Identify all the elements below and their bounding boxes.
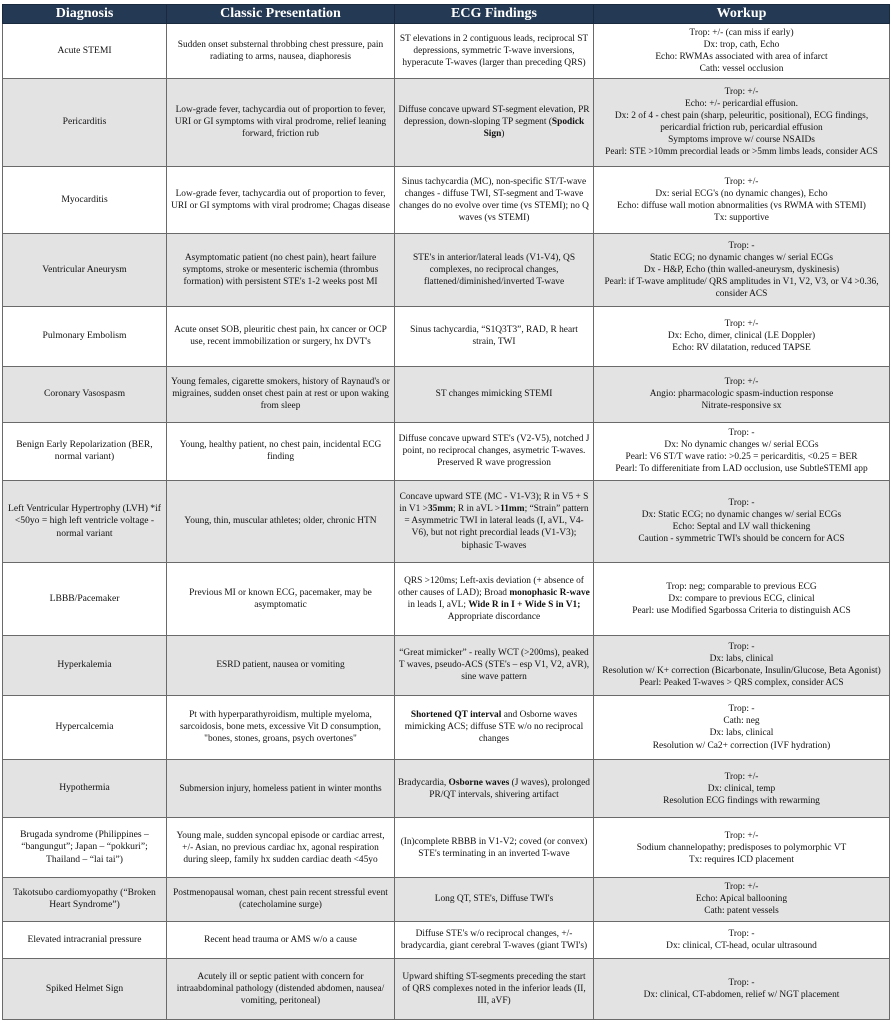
table-row — [3, 480, 890, 563]
workup-line: Trop: - — [728, 642, 755, 653]
diagnosis-cell: Brugada syndrome (Philippines – “bangungut”; Japan – “pokkuri”; Thailand – “lai tai”) — [3, 818, 167, 878]
workup-line: Resolution ECG findings with rewarming — [663, 795, 820, 806]
classic-presentation-cell: Acute onset SOB, pleuritic chest pain, hx cancer or OCP use, recent immobilization or surgery, hx DVT's — [167, 306, 395, 366]
workup-line: Nitrate-responsive sx — [701, 401, 782, 412]
workup-line: Dx - H&P, Echo (thin walled-aneurysm, dyskinesis) — [643, 264, 840, 275]
ecg-findings-cell: Shortened QT interval and Osborne waves mimicking ACS; diffuse STE w/o no reciprocal changes — [395, 695, 594, 759]
ecg-findings-cell: QRS >120ms; Left-axis deviation (+ absence of other causes of LAD); Broad monophasic R-wave in leads I, aVL; Wide R in I + Wide S in V1; Appropriate discordance — [395, 563, 594, 635]
workup-cell — [594, 878, 890, 921]
header-ecg-findings: ECG Findings — [395, 5, 594, 24]
workup-line: Trop: +/- — [724, 176, 759, 187]
table-row — [3, 818, 890, 878]
workup-line: Tx: requires ICD placement — [689, 854, 794, 865]
header-row — [3, 5, 890, 24]
workup-cell — [594, 234, 890, 306]
table-row — [3, 234, 890, 306]
diagnosis-cell: Spiked Helmet Sign — [3, 958, 167, 1019]
diagnosis-cell: Coronary Vasospasm — [3, 366, 167, 422]
header-diagnosis: Diagnosis — [3, 5, 167, 24]
workup-line: Trop: +/- — [724, 87, 759, 98]
workup-line: Static ECG; no dynamic changes w/ serial ECGs — [649, 252, 834, 263]
workup-line: Echo: +/- pericardial effusion. — [685, 99, 798, 110]
workup-line: Pearl: Peaked T-waves > QRS complex, consider ACS — [639, 678, 844, 689]
workup-line: Dx: clinical, temp — [707, 783, 776, 794]
classic-presentation-cell: Low-grade fever, tachycardia out of proportion to fever, URI or GI symptoms with viral prodrome; Chagas disease — [167, 166, 395, 233]
table-row — [3, 366, 890, 422]
diagnosis-cell: Pulmonary Embolism — [3, 306, 167, 366]
workup-line: Echo: diffuse wall motion abnormalities (vs RWMA with STEMI) — [617, 201, 866, 211]
ecg-findings-cell: “Great mimicker” - really WCT (>200ms), peaked T waves, pseudo-ACS (STE's – esp V1, V2, aVR), sine wave pattern — [395, 635, 594, 695]
workup-line: Cath: neg — [723, 716, 760, 727]
table-row — [3, 878, 890, 921]
ecg-findings-cell: ST changes mimicking STEMI — [395, 366, 594, 422]
workup-line: Echo: RV dilatation, reduced TAPSE — [672, 343, 811, 354]
diagnosis-cell: Benign Early Repolarization (BER, normal variant) — [3, 422, 167, 480]
workup-line: Trop: - — [728, 928, 755, 939]
workup-cell — [594, 422, 890, 480]
workup-line: Resolution w/ K+ correction (Bicarbonate, Insulin/Glucose, Beta Agonist) — [602, 666, 881, 677]
header-workup: Workup — [594, 5, 890, 24]
workup-cell — [594, 24, 890, 79]
workup-cell — [594, 958, 890, 1019]
ecg-findings-cell: Sinus tachycardia (MC), non-specific ST/T-wave changes - diffuse TWI, ST-segment and T-wave changes do no evolve over time (vs STEMI); no Q waves (vs STEMI) — [395, 166, 594, 233]
diagnosis-cell: Elevated intracranial pressure — [3, 921, 167, 958]
workup-line: Trop: +/- — [724, 319, 759, 330]
classic-presentation-cell: Submersion injury, homeless patient in winter months — [167, 760, 395, 818]
classic-presentation-cell: Pt with hyperparathyroidism, multiple myeloma, sarcoidosis, bone mets, excessive Vit D consumption, "bones, stones, groans, psych overtones" — [167, 695, 395, 759]
table-row — [3, 760, 890, 818]
workup-line: Dx: labs, clinical — [709, 728, 774, 739]
classic-presentation-cell: Sudden onset substernal throbbing chest pressure, pain radiating to arms, nausea, diaphoresis — [167, 24, 395, 79]
ecg-findings-cell: Bradycardia, Osborne waves (J waves), prolonged PR/QT intervals, shivering artifact — [395, 760, 594, 818]
workup-line: Trop: +/- — [724, 771, 759, 782]
ecg-findings-cell: ST elevations in 2 contiguous leads, reciprocal ST depressions, symmetric T-wave inversions, hyperacute T-waves (larger than preceding QRS) — [395, 24, 594, 79]
workup-cell — [594, 635, 890, 695]
diagnosis-cell: Hyperkalemia — [3, 635, 167, 695]
workup-cell — [594, 921, 890, 958]
workup-line: Pearl: To differenitiate from LAD occlusion, use SubtleSTEMI app — [615, 464, 868, 475]
workup-cell — [594, 760, 890, 818]
workup-cell — [594, 78, 890, 166]
workup-line: Trop: +/- — [724, 882, 759, 893]
table-row — [3, 306, 890, 366]
workup-cell — [594, 366, 890, 422]
table-row — [3, 422, 890, 480]
workup-line: Trop: - — [728, 977, 755, 988]
workup-line: Dx: trop, cath, Echo — [703, 39, 780, 50]
workup-line: Resolution w/ Ca2+ correction (IVF hydration) — [652, 740, 831, 751]
classic-presentation-cell: Previous MI or known ECG, pacemaker, may be asymptomatic — [167, 563, 395, 635]
workup-cell — [594, 695, 890, 759]
header-classic-presentation: Classic Presentation — [167, 5, 395, 24]
table-body — [3, 24, 890, 1020]
diagnosis-cell: Pericarditis — [3, 78, 167, 166]
workup-line: Sodium channelopathy; predisposes to polymorphic VT — [636, 842, 847, 853]
workup-line: Angio: pharmacologic spasm-induction response — [649, 389, 834, 400]
ecg-findings-cell: (In)complete RBBB in V1-V2; coved (or convex) STE's terminating in an inverted T-wave — [395, 818, 594, 878]
diagnosis-cell: Acute STEMI — [3, 24, 167, 79]
diagnosis-cell: LBBB/Pacemaker — [3, 563, 167, 635]
workup-line: Dx: clinical, CT-abdomen, relief w/ NGT placement — [643, 989, 840, 1000]
ecg-findings-cell: Concave upward STE (MC - V1-V3); R in V5 + S in V1 >35mm; R in aVL >11mm; “Strain” pattern = Asymmetric TWI in lateral leads (I, aVL, V4-V6), but not right precordial leads (V1-V3); biphasic T-waves — [395, 480, 594, 563]
workup-line: Dx: compare to previous ECG, clinical — [668, 594, 815, 605]
workup-line: Trop: +/- (can miss if early) — [689, 27, 794, 38]
classic-presentation-cell: Young, thin, muscular athletes; older, chronic HTN — [167, 480, 395, 563]
workup-cell — [594, 306, 890, 366]
classic-presentation-cell: Recent head trauma or AMS w/o a cause — [167, 921, 395, 958]
workup-line: Trop: - — [728, 428, 755, 438]
workup-line: Pearl: if T-wave amplitude/ QRS amplitudes in V1, V2, V3, or V4 >0.36, consider ACS — [604, 276, 879, 299]
workup-line: Echo: Septal and LV wall thickening — [672, 522, 811, 533]
workup-line: Trop: - — [728, 704, 755, 715]
ecg-findings-cell: Diffuse concave upward ST-segment elevation, PR depression, down-sloping TP segment (Spodick Sign) — [395, 78, 594, 166]
workup-line: Trop: +/- — [724, 377, 759, 388]
workup-line: Cath: patent vessels — [704, 906, 779, 917]
workup-line: Pearl: STE >10mm precordial leads or >5mm limbs leads, consider ACS — [605, 147, 878, 158]
workup-cell — [594, 166, 890, 233]
diagnosis-cell: Hypercalcemia — [3, 695, 167, 759]
workup-line: Dx: Echo, dimer, clinical (LE Doppler) — [667, 331, 816, 342]
workup-cell — [594, 563, 890, 635]
classic-presentation-cell: Young, healthy patient, no chest pain, incidental ECG finding — [167, 422, 395, 480]
ecg-findings-cell: Diffuse concave upward STE's (V2-V5), notched J point, no reciprocal changes, asymetric T-waves. Preserved R wave progression — [395, 422, 594, 480]
table-row — [3, 166, 890, 233]
classic-presentation-cell: Acutely ill or septic patient with concern for intraabdominal pathology (distended abdomen, nausea/ vomiting, peritoneal) — [167, 958, 395, 1019]
classic-presentation-cell: Young females, cigarette smokers, history of Raynaud's or migraines, sudden onset chest pain at rest or upon waking from sleep — [167, 366, 395, 422]
diagnosis-cell: Ventricular Aneurysm — [3, 234, 167, 306]
workup-line: Dx: clinical, CT-head, ocular ultrasound — [666, 940, 817, 951]
table-row — [3, 695, 890, 759]
table-row — [3, 921, 890, 958]
classic-presentation-cell: Young male, sudden syncopal episode or cardiac arrest, +/- Asian, no previous cardiac hx, agonal respiration during sleep, family hx sudden cardiac death <45yo — [167, 818, 395, 878]
workup-cell — [594, 818, 890, 878]
workup-line: Dx: 2 of 4 - chest pain (sharp, peleuritic, positional), ECG findings, pericardial friction rub, pericardial effusion — [614, 111, 869, 134]
ecg-findings-cell: Long QT, STE's, Diffuse TWI's — [395, 878, 594, 921]
table-row — [3, 635, 890, 695]
table-row — [3, 78, 890, 166]
workup-line: Pearl: use Modified Sgarbossa Criteria to distinguish ACS — [632, 606, 851, 617]
diagnosis-cell: Myocarditis — [3, 166, 167, 233]
differential-diagnosis-table — [2, 4, 890, 1020]
table-row — [3, 958, 890, 1019]
table-row — [3, 24, 890, 79]
classic-presentation-cell: Postmenopausal woman, chest pain recent stressful event (catecholamine surge) — [167, 878, 395, 921]
diagnosis-cell: Left Ventricular Hypertrophy (LVH) *if <50yo = high left ventricle voltage - normal variant — [3, 480, 167, 563]
workup-line: Trop: neg; comparable to previous ECG — [666, 582, 817, 593]
workup-line: Caution - symmetric TWI's should be concern for ACS — [638, 534, 845, 545]
workup-line: Pearl: V6 ST/T wave ratio: >0.25 = pericarditis, <0.25 = BER — [625, 452, 858, 463]
table-row — [3, 563, 890, 635]
workup-line: Dx: Static ECG; no dynamic changes w/ serial ECGs — [641, 510, 842, 521]
workup-cell — [594, 480, 890, 563]
classic-presentation-cell: Low-grade fever, tachycardia out of proportion to fever, URI or GI symptoms with viral prodrome, relief leaning forward, friction rub — [167, 78, 395, 166]
ecg-findings-cell: Upward shifting ST-segments preceding the start of QRS complexes noted in the inferior leads (II, III, aVF) — [395, 958, 594, 1019]
ecg-findings-cell: Sinus tachycardia, “S1Q3T3”, RAD, R heart strain, TWI — [395, 306, 594, 366]
diagnosis-cell: Hypothermia — [3, 760, 167, 818]
ecg-findings-cell: Diffuse STE's w/o reciprocal changes, +/- bradycardia, giant cerebral T-waves (giant TWI's) — [395, 921, 594, 958]
diagnosis-cell: Takotsubo cardiomyopathy (“Broken Heart Syndrome”) — [3, 878, 167, 921]
workup-line: Trop: +/- — [724, 830, 759, 841]
workup-line: Dx: serial ECG's (no dynamic changes), Echo — [655, 188, 828, 199]
workup-line: Symptoms improve w/ course NSAIDs — [668, 135, 815, 146]
ecg-findings-cell: STE's in anterior/lateral leads (V1-V4), QS complexes, no reciprocal changes, flattened/diminished/inverted T-wave — [395, 234, 594, 306]
workup-line: Tx: supportive — [714, 213, 769, 224]
workup-line: Trop: - — [728, 240, 755, 251]
workup-line: Trop: - — [728, 498, 755, 509]
workup-line: Dx: labs, clinical — [709, 654, 774, 665]
workup-line: Cath: vessel occlusion — [699, 63, 784, 74]
workup-line: Echo: RWMAs associated with area of infarct — [655, 51, 828, 62]
workup-line: Dx: No dynamic changes w/ serial ECGs — [664, 440, 819, 451]
classic-presentation-cell: ESRD patient, nausea or vomiting — [167, 635, 395, 695]
workup-line: Echo: Apical ballooning — [695, 894, 788, 905]
classic-presentation-cell: Asymptomatic patient (no chest pain), heart failure symptoms, stroke or mesenteric ischemia (thrombus formation) with persistent STE's 1-2 weeks post MI — [167, 234, 395, 306]
